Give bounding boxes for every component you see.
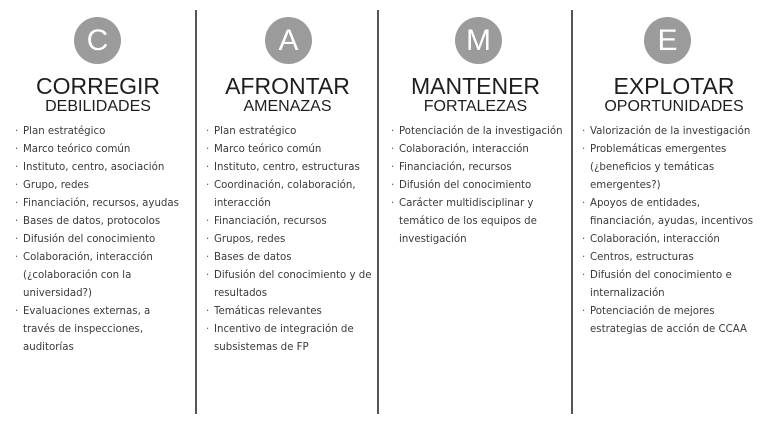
list-item: · Colaboración, interacción (¿colaboración con la universidad?) <box>15 249 180 303</box>
list-item: · Centros, estructuras <box>582 249 760 267</box>
list-item: · Bases de datos <box>206 249 376 267</box>
list-item: · Financiación, recursos, ayudas <box>15 195 180 213</box>
list-item: · Potenciación de mejores estrategias de acción de CCAA <box>582 303 760 339</box>
column-subtitle: DEBILIDADES <box>45 98 151 115</box>
list-item: · Incentivo de integración de subsistemas de FP <box>206 321 376 357</box>
list-item: · Carácter multidisciplinar y temático de los equipos de investigación <box>391 195 563 249</box>
list-item: · Evaluaciones externas, a través de inspecciones, auditorías <box>15 303 180 357</box>
list-item: · Difusión del conocimiento e internalización <box>582 267 760 303</box>
list-item: · Instituto, centro, estructuras <box>206 159 376 177</box>
list-item: · Grupo, redes <box>15 177 180 195</box>
letter-badge-c: C <box>74 17 121 64</box>
list-item: · Valorización de la investigación <box>582 123 760 141</box>
list-item: · Temáticas relevantes <box>206 303 376 321</box>
list-item: · Marco teórico común <box>15 141 180 159</box>
list-item: · Bases de datos, protocolos <box>15 213 180 231</box>
column-subtitle: FORTALEZAS <box>423 98 528 115</box>
list-item: · Marco teórico común <box>206 141 376 159</box>
column-corregir <box>0 0 196 423</box>
list-item: · Grupos, redes <box>206 231 376 249</box>
list-item: · Financiación, recursos <box>206 213 376 231</box>
list-item: · Difusión del conocimiento <box>391 177 563 195</box>
list-item: · Colaboración, interacción <box>582 231 760 249</box>
list-item: · Plan estratégico <box>15 123 180 141</box>
letter-badge-m: M <box>455 17 502 64</box>
item-list <box>391 123 563 249</box>
letter-badge-e: E <box>644 17 691 64</box>
list-item: · Colaboración, interacción <box>391 141 563 159</box>
column-mantener <box>379 0 572 423</box>
list-item: · Difusión del conocimiento <box>15 231 180 249</box>
column-subtitle: AMENAZAS <box>243 98 332 115</box>
item-list <box>206 123 376 357</box>
column-title: EXPLOTAR <box>613 73 735 99</box>
list-item: · Coordinación, colaboración, interacción <box>206 177 376 213</box>
list-item: · Apoyos de entidades, financiación, ayudas, incentivos <box>582 195 760 231</box>
item-list <box>15 123 180 357</box>
list-item: · Difusión del conocimiento y de resultados <box>206 267 376 303</box>
list-item: · Problemáticas emergentes (¿beneficios y temáticas emergentes?) <box>582 141 760 195</box>
item-list <box>582 123 760 339</box>
column-title: MANTENER <box>410 73 541 99</box>
column-explotar <box>573 0 775 423</box>
list-item: · Instituto, centro, asociación <box>15 159 180 177</box>
list-item: · Financiación, recursos <box>391 159 563 177</box>
letter-badge-a: A <box>265 17 312 64</box>
column-afrontar <box>197 0 378 423</box>
column-title: CORREGIR <box>36 73 160 99</box>
list-item: · Plan estratégico <box>206 123 376 141</box>
column-subtitle: OPORTUNIDADES <box>604 98 744 115</box>
list-item: · Potenciación de la investigación <box>391 123 563 141</box>
column-title: AFRONTAR <box>225 73 350 99</box>
